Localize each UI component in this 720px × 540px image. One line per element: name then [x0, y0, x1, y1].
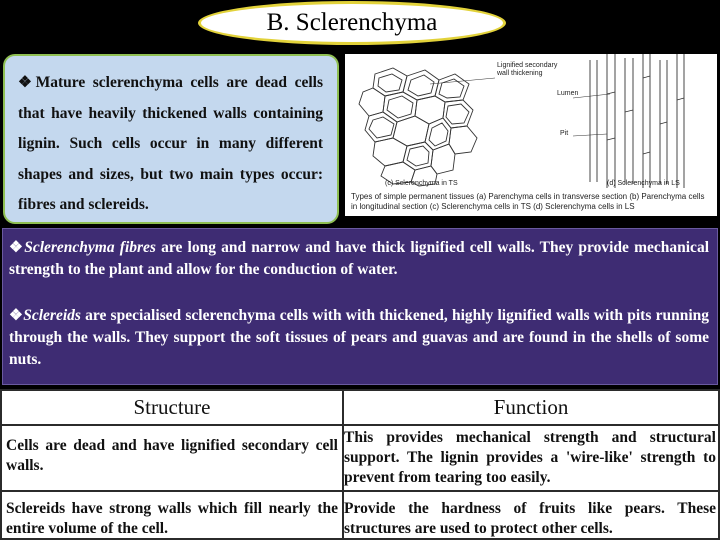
- sclerenchyma-ts-cells: [359, 68, 477, 186]
- slide-title-pill: [198, 1, 506, 45]
- row-2-function: Provide the hardness of fruits like pears. These structures are used to protect other cells.: [344, 500, 716, 537]
- row-2-structure: Sclereids have strong walls which fill nearly the entire volume of the cell.: [6, 500, 338, 537]
- label-pit: Pit: [560, 130, 569, 137]
- fibres-term: Sclerenchyma fibres: [24, 239, 156, 256]
- sclerenchyma-ls-fibres: [590, 54, 684, 188]
- table-header-divider: [2, 424, 718, 426]
- sclereids-paragraph: [9, 305, 709, 371]
- bullet-icon: ❖: [9, 307, 24, 324]
- label-secondary-wall: Lignified secondary wall thickening: [497, 62, 558, 77]
- row-1-structure: Cells are dead and have lignified secondary cell walls.: [6, 437, 338, 474]
- diagram-caption: Types of simple permanent tissues (a) Parenchyma cells in transverse section (b) Parenchyma cells in longitudinal section (c) Sclerenchyma cells in TS (d) Sclerenchyma cells in LS: [351, 192, 705, 211]
- table-row-divider: [2, 490, 718, 492]
- details-panel: [2, 228, 718, 385]
- bullet-icon: ❖: [9, 239, 25, 256]
- label-lumen: Lumen: [557, 90, 579, 97]
- header-structure: Structure: [133, 395, 211, 419]
- sclerenchyma-diagram: [345, 54, 717, 216]
- row-1-function: This provides mechanical strength and structural support. The lignin provides a 'wire-like' strength to prevent from tearing too easily.: [344, 429, 716, 486]
- structure-function-table: [0, 389, 720, 540]
- fibres-paragraph: [9, 237, 709, 281]
- sublabel-c: (c) Sclerenchyma in TS: [385, 180, 458, 187]
- sclereids-text: are specialised sclerenchyma cells with with thickened, highly lignified walls with pits running through the walls. They support the soft tissues of pears and guavas and are found in the shells of some nuts.: [9, 307, 709, 368]
- bullet-icon: ❖: [18, 74, 36, 91]
- slide-title: B. Sclerenchyma: [266, 9, 438, 36]
- sublabel-d: (d) Sclerenchyma in LS: [607, 180, 680, 187]
- intro-text: Mature sclerenchyma cells are dead cells that have heavily thickened walls containing lignin. Such cells occur in many different shapes and sizes, but two main types occur: fibres and sclereids.: [18, 74, 323, 213]
- intro-panel: [3, 54, 339, 224]
- sclereids-term: Sclereids: [23, 307, 81, 324]
- header-function: Function: [493, 395, 569, 419]
- fibres-text: are long and narrow and have thick lignified cell walls. They provide mechanical strength to the plant and allow for the conduction of water.: [9, 239, 709, 278]
- intro-paragraph: [18, 68, 323, 221]
